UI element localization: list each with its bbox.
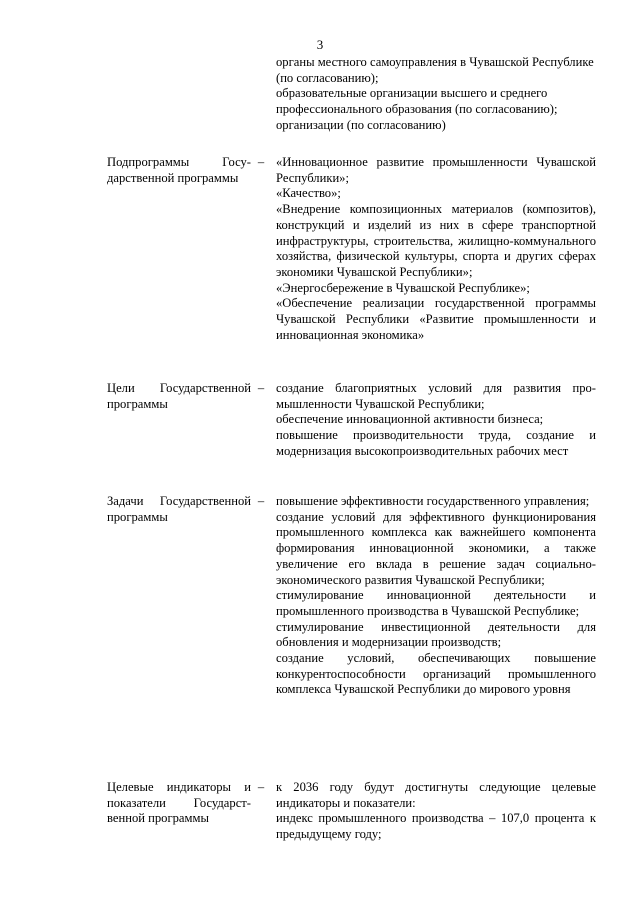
section-label: Подпрограммы Государственной программы [107, 155, 251, 185]
content-item: к 2036 году будут достигнуты следующие целевые индикаторы и показатели: [276, 780, 596, 810]
content-item: создание благоприятных условий для развития промышленности Чувашской Республики; [276, 381, 596, 411]
section-label: Целевые индикаторы и показатели Государственной программы [107, 780, 251, 826]
section-content [276, 780, 596, 843]
content-item: «Энергосбережение в Чувашской Республике»; [276, 280, 530, 295]
content-item: повышение производительности труда, создание и модернизация высокопроизводительных рабочих мест [276, 428, 596, 458]
content-item: повышение эффективности государственного управления; [276, 494, 590, 508]
section-label: Цели Государственной программы [107, 381, 251, 411]
content-item: стимулирование инновационной деятельности и промышленного производства в Чувашской Республике; [276, 588, 596, 618]
continuation-item: организации (по согласованию) [276, 117, 446, 132]
content-item: создание условий, обеспечивающих повышение конкурентоспособности организаций промышленного комплекса Чувашской Республики до мирового уровня [276, 651, 596, 697]
section-dash: – [257, 381, 265, 395]
section-dash: – [257, 780, 265, 794]
continuation-item: образовательные организации высшего и среднего профессионального образования (по согласованию); [276, 86, 558, 117]
section-content [276, 155, 596, 343]
content-item: «Внедрение композиционных материалов (композитов), конструкций и изделий из них в сфере транспортной инфраструктуры, строительства, жилищно-коммунального хозяйства, физической культуры, спорта и других сферах экономики Чувашской Республики»; [276, 202, 596, 279]
section-content [276, 494, 596, 698]
content-item: индекс промышленного производства – 107,0 процента к предыдущему году; [276, 811, 596, 842]
content-item: «Качество»; [276, 186, 341, 201]
section-label: Задачи Государственной программы [107, 494, 251, 524]
content-item: создание условий для эффективного функционирования промышленного комплекса как важнейшего компонента формирования инновационной экономики, а также увеличение его вклада в решение задач социально-экономического развития Чувашской Республики; [276, 509, 596, 587]
content-item: «Обеспечение реализации государственной программы Чувашской Республики «Развитие промышленности и инновационная экономика» [276, 296, 596, 342]
continuation-item: органы местного самоуправления в Чувашской Республике (по согласованию); [276, 55, 594, 85]
page-number: 3 [316, 37, 324, 52]
content-item: стимулирование инвестиционной деятельности для обновления и модернизации производств; [276, 619, 596, 650]
section-dash: – [257, 494, 265, 508]
content-item: «Инновационное развитие промышленности Чувашской Республики»; [276, 155, 596, 185]
section-dash: – [257, 155, 265, 169]
content-item: обеспечение инновационной активности бизнеса; [276, 412, 544, 427]
continuation-block [276, 55, 596, 134]
section-content [276, 381, 596, 460]
